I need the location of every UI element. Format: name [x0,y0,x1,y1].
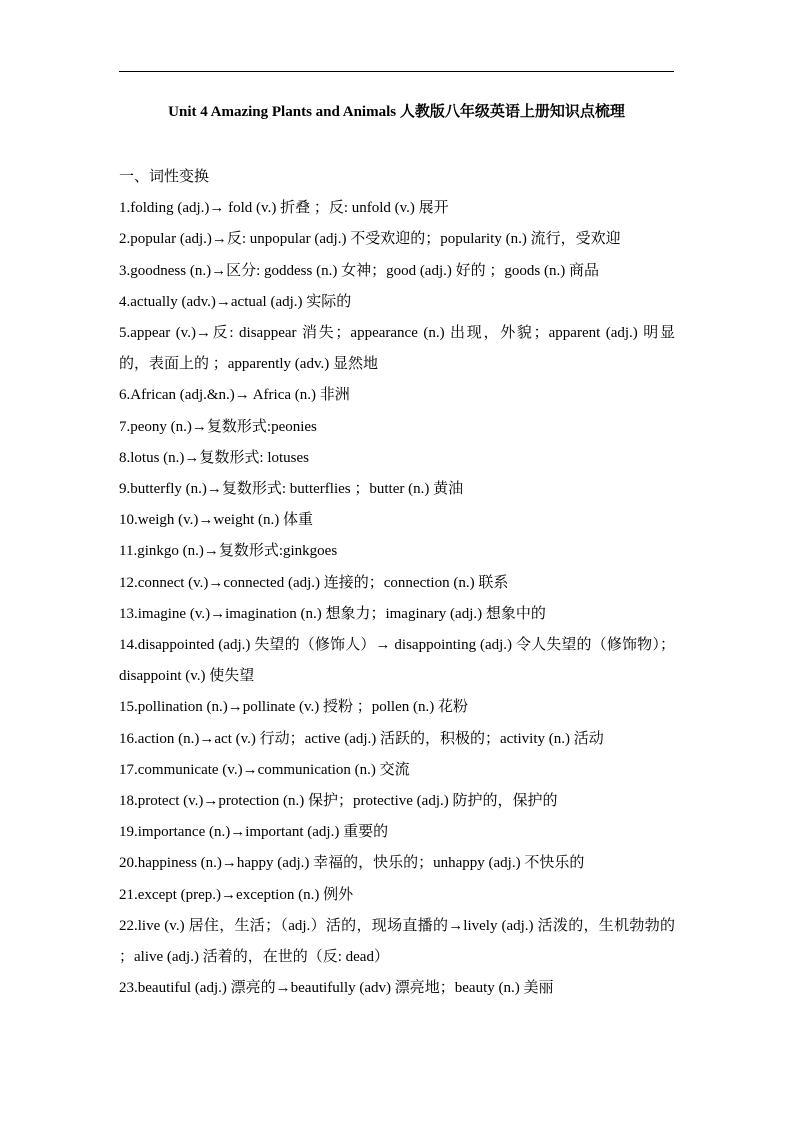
vocab-entry: 17.communicate (v.)→communication (n.) 交流 [119,761,410,778]
vocab-entry: 4.actually (adv.)→actual (adj.) 实际的 [119,293,352,310]
vocab-entry: 7.peony (n.)→复数形式:peonies [119,418,317,435]
vocab-entry: 1.folding (adj.)→ fold (v.) 折叠 ；反: unfold (v.) 展开 [119,200,449,217]
vocab-entry: 16.action (n.)→act (v.) 行动；active (adj.) 活跃的，积极的；activity (n.) 活动 [119,730,604,747]
vocab-entry: 13.imagine (v.)→imagination (n.) 想象力；imaginary (adj.) 想象中的 [119,605,546,622]
header-rule [119,71,674,72]
vocab-entry: 19.importance (n.)→important (adj.) 重要的 [119,824,389,841]
vocab-entry: 18.protect (v.)→protection (n.) 保护；protective (adj.) 防护的，保护的 [119,793,558,810]
vocab-entry: 6.African (adj.&n.)→ Africa (n.) 非洲 [119,387,350,404]
vocab-entry: 8.lotus (n.)→复数形式: lotuses [119,449,309,466]
section-heading: 一、词性变换 [119,169,210,185]
entry-list [119,193,675,1004]
vocab-entry: 9.butterfly (n.)→复数形式: butterflies ；butter (n.) 黄油 [119,481,464,498]
vocab-entry: 20.happiness (n.)→happy (adj.) 幸福的，快乐的；unhappy (adj.) 不快乐的 [119,855,585,872]
vocab-entry: 14.disappointed (adj.) 失望的（修饰人）→ disappointing (adj.) 令人失望的（修饰物）；disappoint (v.) 使失望 [119,637,675,685]
vocab-entry: 5.appear (v.)→反: disappear 消失；appearance (n.) 出现，外貌；apparent (adj.) 明显的，表面上的 ；apparently (adv.) 显然地 [119,325,675,373]
vocab-entry: 12.connect (v.)→connected (adj.) 连接的；connection (n.) 联系 [119,574,509,591]
document-title: Unit 4 Amazing Plants and Animals 人教版八年级英语上册知识点梳理 [168,104,625,120]
vocab-entry: 3.goodness (n.)→区分: goddess (n.) 女神；good (adj.) 好的 ；goods (n.) 商品 [119,262,599,279]
vocab-entry: 15.pollination (n.)→pollinate (v.) 授粉 ；pollen (n.) 花粉 [119,699,468,716]
vocab-entry: 10.weigh (v.)→weight (n.) 体重 [119,512,313,529]
vocab-entry: 21.except (prep.)→exception (n.) 例外 [119,886,354,903]
vocab-entry: 11.ginkgo (n.)→复数形式:ginkgoes [119,543,338,560]
document-body [119,162,675,1004]
vocab-entry: 23.beautiful (adj.) 漂亮的→beautifully (adv) 漂亮地；beauty (n.) 美丽 [119,980,554,997]
vocab-entry: 2.popular (adj.)→反: unpopular (adj.) 不受欢迎的；popularity (n.) 流行，受欢迎 [119,231,621,248]
vocab-entry: 22.live (v.) 居住，生活；（adj.）活的，现场直播的→lively (adj.) 活泼的，生机勃勃的 ；alive (adj.) 活着的，在世的（反: dead） [119,917,675,966]
